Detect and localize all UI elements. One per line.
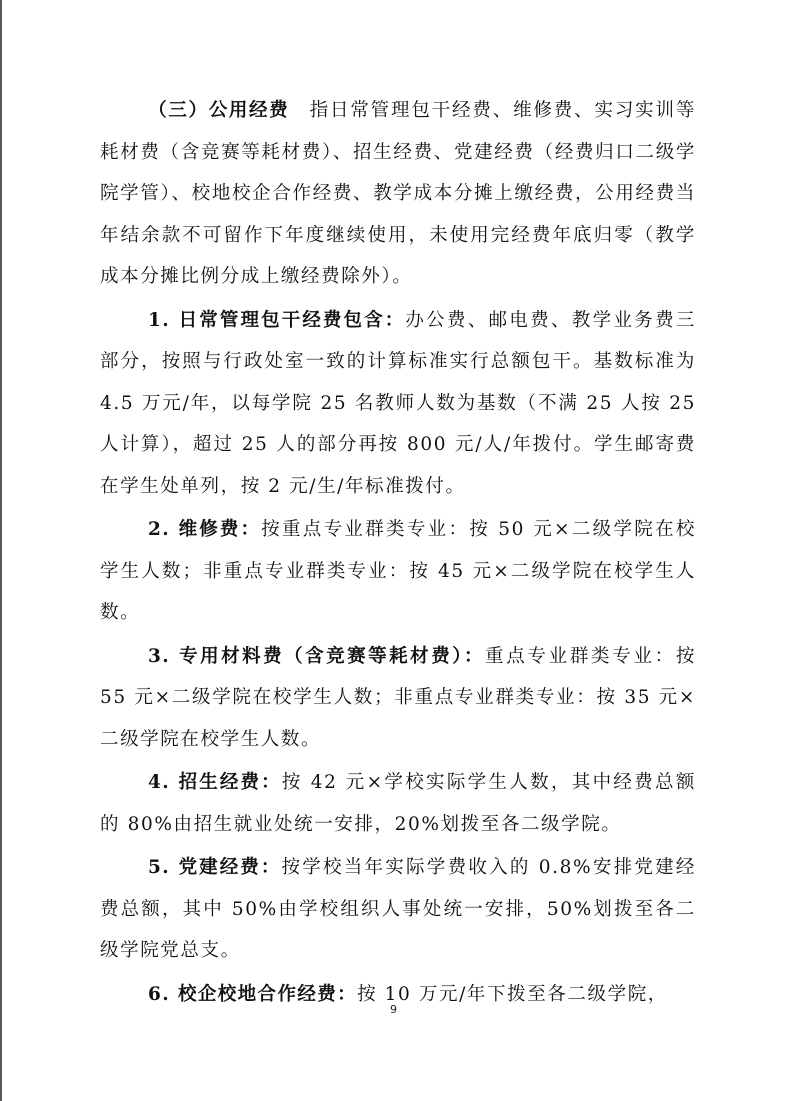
paragraph-text: 按 42 元×学校实际学生人数，其中经费总额的 80%由招生就业处统一安排，20%划拨至各二级学院。 — [100, 772, 696, 835]
paragraph-text: 按学校当年实际学费收入的 0.8%安排党建经费总额，其中 50%由学校组织人事处统一安排，50%划拨至各二级学院党总支。 — [100, 857, 696, 961]
paragraph-daily-management — [100, 300, 696, 508]
paragraph-heading: 2. 维修费： — [148, 519, 262, 540]
paragraph-materials — [100, 636, 696, 761]
document-body — [100, 90, 696, 1015]
paragraph-heading: 3. 专用材料费（含竞赛等耗材费）： — [148, 645, 485, 667]
paragraph-maintenance — [100, 509, 696, 634]
paragraph-text: 办公费、邮电费、教学业务费三部分，按照与行政处室一致的计算标准实行总额包干。基数标准为 4.5 万元/年，以每学院 25 名教师人数为基数（不满 25 人按 25 人计算），超过 25 人的部分再按 800 元/人/年拨付。学生邮寄费在学生处单列，按 2 元/生/年标准拨付。 — [100, 309, 696, 497]
page-edge-line — [0, 0, 2, 1101]
paragraph-text: 按重点专业群类专业：按 50 元×二级学院在校学生人数；非重点专业群类专业：按 45 元×二级学院在校学生人数。 — [100, 519, 696, 623]
paragraph-party-building — [100, 847, 696, 972]
paragraph-heading: 4. 招生经费： — [148, 772, 282, 793]
paragraph-text: 指日常管理包干经费、维修费、实习实训等耗材费（含竞赛等耗材费）、招生经费、党建经费（经费归口二级学院学管）、校地校企合作经费、教学成本分摊上缴经费，公用经费当年结余款不可留作下年度继续使用，未使用完经费年底归零（教学成本分摊比例分成上缴经费除外）。 — [100, 100, 696, 287]
paragraph-text: 按 10 万元/年下拨至各二级学院， — [357, 983, 668, 1005]
paragraph-heading: 1. 日常管理包干经费包含： — [148, 309, 406, 331]
paragraph-heading: （三）公用经费 — [148, 100, 290, 121]
paragraph-heading: 6. 校企校地合作经费： — [148, 983, 358, 1005]
page-number: 9 — [390, 1003, 397, 1016]
paragraph-text: 重点专业群类专业：按 55 元×二级学院在校学生人数；非重点专业群类专业：按 35 元×二级学院在校学生人数。 — [100, 645, 696, 750]
paragraph-enrollment — [100, 762, 696, 845]
paragraph-public-funds — [100, 90, 696, 298]
paragraph-heading: 5. 党建经费： — [148, 857, 282, 878]
